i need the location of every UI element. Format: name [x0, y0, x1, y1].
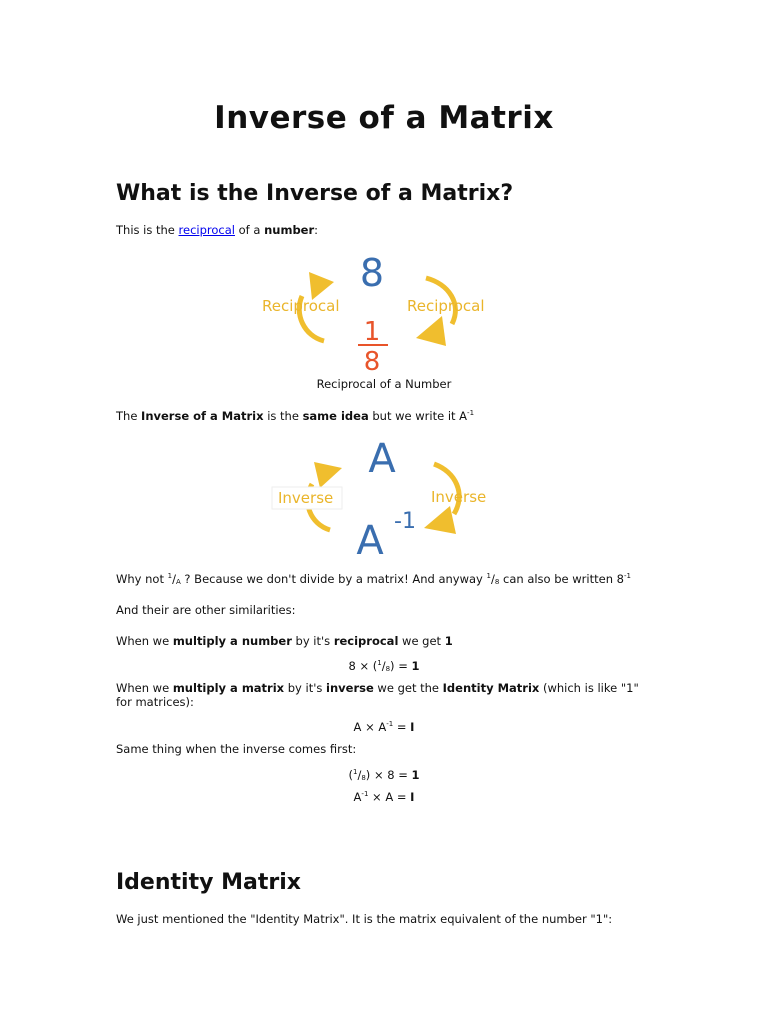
section-heading-what-is-inverse: What is the Inverse of a Matrix?	[116, 181, 514, 206]
eq2-text-1: A × A	[353, 720, 387, 734]
why-text-3: can also be written 8	[499, 572, 624, 586]
equation-inverse-first	[0, 790, 768, 804]
eq1-sup: 1	[377, 659, 382, 667]
mn-text-2: by it's	[291, 634, 334, 648]
left-arrowhead-icon	[309, 272, 334, 300]
eq2-bold: I	[410, 720, 415, 734]
why-text-1: Why not	[116, 572, 168, 586]
why-sub-2: 8	[494, 578, 500, 586]
reciprocal-link[interactable]: reciprocal	[178, 223, 235, 237]
left-inverse-label: Inverse	[278, 489, 334, 507]
equation-reciprocal-first	[0, 768, 768, 782]
similarities-paragraph: And their are other similarities:	[116, 603, 296, 617]
matrix-a-inverse: A	[356, 518, 384, 562]
right-arrowhead-icon	[424, 506, 456, 534]
eq2-text-2: =	[393, 720, 411, 734]
right-arrowhead-icon	[416, 316, 446, 346]
identity-intro-paragraph: We just mentioned the "Identity Matrix". It is the matrix equivalent of the number "1":	[116, 912, 613, 926]
figure-caption: Reciprocal of a Number	[316, 377, 452, 391]
eq3-sup: 1	[352, 768, 358, 776]
mm-text-3: we get the	[373, 681, 443, 695]
inverse-text-2: is the	[263, 409, 303, 423]
eq1-bold: 1	[411, 659, 420, 673]
intro-bold-number: number	[264, 223, 315, 237]
eq4-text-2: × A =	[368, 790, 411, 804]
intro-text-3: :	[314, 223, 319, 237]
eq3-text-1: (	[348, 768, 353, 782]
equation-matrix-inverse	[0, 720, 768, 734]
eq1-text-2: ) =	[390, 659, 412, 673]
mn-bold-3: 1	[444, 634, 453, 648]
inverse-superscript: -1	[467, 409, 475, 417]
intro-text-2: of a	[234, 223, 265, 237]
eq1-sep: /	[381, 659, 386, 673]
mn-text-1: When we	[116, 634, 173, 648]
same-thing-paragraph: Same thing when the inverse comes first:	[116, 742, 357, 756]
inverse-text-3: but we write it A	[368, 409, 468, 423]
equation-number-reciprocal	[0, 659, 768, 673]
multiply-matrix-paragraph	[116, 681, 646, 709]
number-eight: 8	[359, 251, 385, 295]
intro-text-1: This is the	[116, 223, 179, 237]
mn-bold-1: multiply a number	[172, 634, 292, 648]
right-inverse-label: Inverse	[431, 488, 487, 506]
section-heading-identity-matrix: Identity Matrix	[116, 870, 301, 895]
page-title: Inverse of a Matrix	[214, 100, 554, 136]
why-not-paragraph: Why not $^1/_A$ ? Because we don't divide by a matrix! And anyway $^1/_8$ can also be written $8^{-1}$	[116, 572, 631, 586]
why-sup-3: -1	[623, 572, 631, 580]
mn-bold-2: reciprocal	[333, 634, 399, 648]
mm-text-2: by it's	[284, 681, 327, 695]
inverse-bold-2: same idea	[302, 409, 369, 423]
matrix-a: A	[368, 436, 396, 482]
left-reciprocal-label: Reciprocal	[262, 297, 340, 315]
multiply-number-paragraph	[116, 634, 453, 648]
matrix-a-inverse-exponent: -1	[394, 509, 416, 534]
eq1-text-1: 8 × (	[348, 659, 378, 673]
why-sup-2: 1	[486, 572, 491, 580]
eq1-sub: 8	[385, 665, 391, 673]
why-sup-1: 1	[167, 572, 173, 580]
mm-text-1: When we	[116, 681, 173, 695]
mm-text-4: (which is like "1" for matrices):	[116, 681, 639, 709]
inverse-bold-1: Inverse of a Matrix	[141, 409, 264, 423]
mn-text-3: we get	[398, 634, 445, 648]
mm-bold-2: inverse	[326, 681, 374, 695]
eq4-text-1: A	[353, 790, 362, 804]
left-arrowhead-icon	[314, 462, 342, 488]
inverse-diagram	[268, 432, 508, 562]
mm-bold-3: Identity Matrix	[442, 681, 540, 695]
inverse-sentence	[116, 409, 474, 423]
why-text-2: ? Because we don't divide by a matrix! And anyway	[180, 572, 487, 586]
mm-bold-1: multiply a matrix	[172, 681, 285, 695]
right-reciprocal-label: Reciprocal	[407, 297, 485, 315]
eq3-bold: 1	[411, 768, 420, 782]
eq4-bold: I	[410, 790, 415, 804]
eq3-text-2: ) × 8 =	[365, 768, 412, 782]
eq3-sub: 8	[361, 774, 366, 782]
why-sub-1: A	[175, 578, 181, 586]
eq3-sep: /	[357, 768, 362, 782]
eq2-sup: -1	[386, 720, 394, 728]
intro-paragraph	[116, 223, 318, 237]
eq4-sup: -1	[361, 790, 369, 798]
inverse-text-1: The	[116, 409, 142, 423]
fraction-numerator: 1	[363, 317, 381, 347]
fraction-denominator: 8	[363, 347, 381, 377]
reciprocal-diagram	[254, 246, 514, 378]
